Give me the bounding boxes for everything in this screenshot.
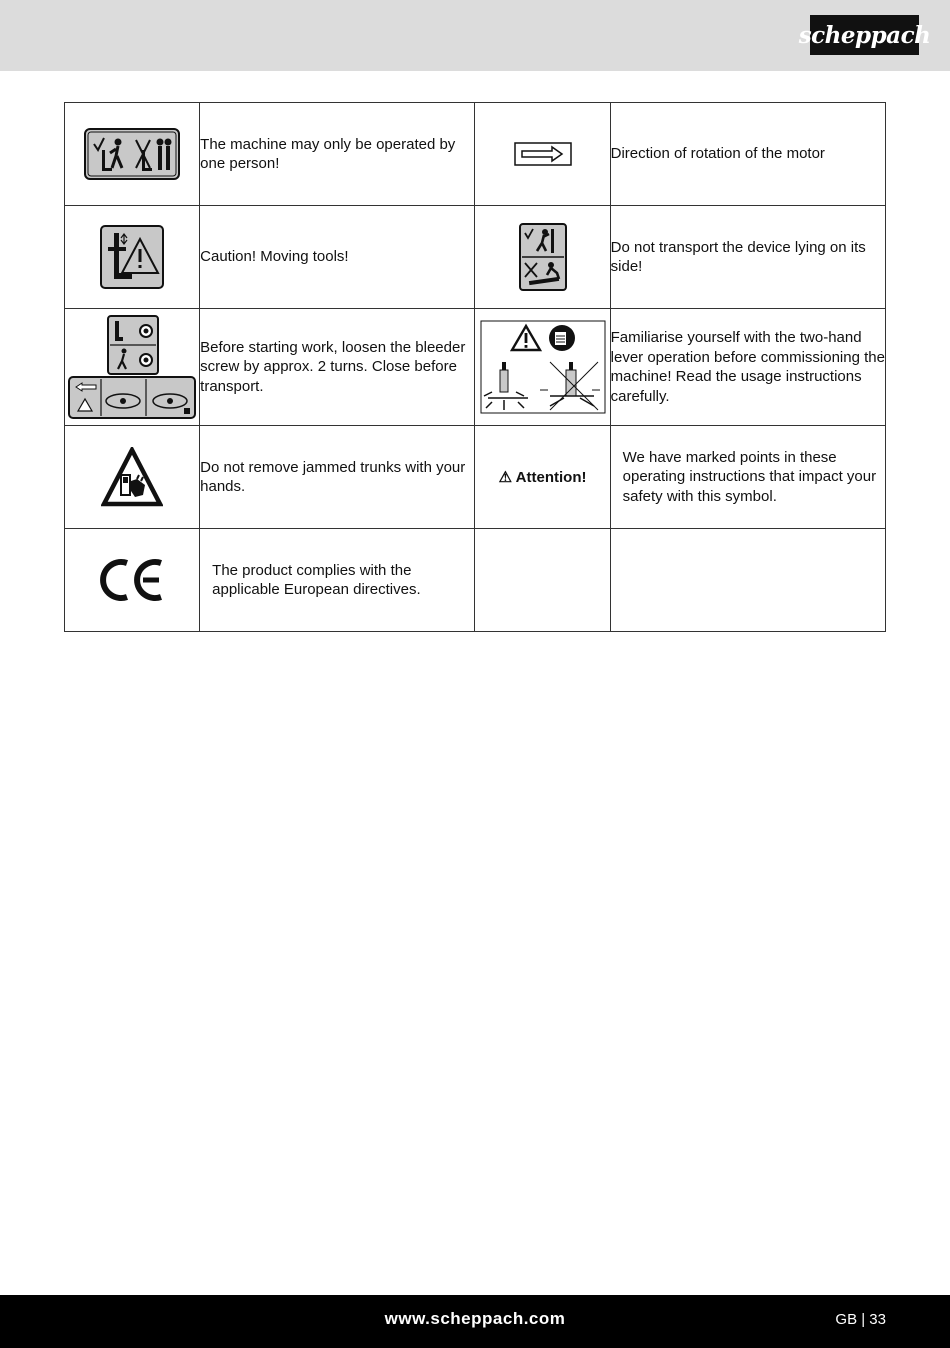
rotation-direction-arrow-icon — [514, 142, 572, 166]
table-row — [65, 529, 886, 632]
symbol-description: Before starting work, loosen the bleeder screw by approx. 2 turns. Close before transport. — [200, 309, 475, 426]
scheppach-logo: scheppach — [810, 15, 919, 55]
symbols-table — [64, 102, 886, 632]
symbol-cell — [475, 206, 610, 309]
symbol-cell — [475, 103, 610, 206]
symbol-cell — [475, 426, 610, 529]
jammed-trunk-hand-warning-icon — [101, 447, 163, 507]
symbol-description: We have marked points in these operating instructions that impact your safety with this symbol. — [610, 426, 885, 529]
symbol-cell — [475, 309, 610, 426]
symbol-cell — [65, 309, 200, 426]
symbol-description: Direction of rotation of the motor — [610, 103, 885, 206]
attention-label: ⚠ Attention! — [498, 468, 587, 486]
table-row — [65, 426, 886, 529]
two-hand-lever-icon — [480, 320, 606, 414]
empty-cell — [610, 529, 885, 632]
page-number: GB | 33 — [835, 1311, 886, 1328]
page-footer — [0, 1295, 950, 1348]
table-row — [65, 103, 886, 206]
bleeder-screw-icon — [68, 315, 196, 419]
one-person-operation-icon — [84, 128, 180, 180]
table-row — [65, 206, 886, 309]
symbol-cell — [65, 206, 200, 309]
symbol-description: The machine may only be operated by one person! — [200, 103, 475, 206]
symbol-description: Familiarise yourself with the two-hand lever operation before commissioning the machine! Read the usage instructions carefully. — [610, 309, 885, 426]
page-header — [0, 0, 950, 71]
symbol-description: Do not remove jammed trunks with your hands. — [200, 426, 475, 529]
website-link[interactable]: www.scheppach.com — [384, 1309, 566, 1328]
ce-mark-icon — [99, 557, 165, 603]
table-row — [65, 309, 886, 426]
symbol-cell — [65, 103, 200, 206]
symbol-description: Do not transport the device lying on its side! — [610, 206, 885, 309]
symbol-cell — [65, 529, 200, 632]
symbol-description: The product complies with the applicable European directives. — [200, 529, 475, 632]
no-transport-lying-icon — [519, 223, 567, 291]
symbol-description: Caution! Moving tools! — [200, 206, 475, 309]
moving-tools-warning-icon — [100, 225, 164, 289]
symbol-cell — [65, 426, 200, 529]
empty-cell — [475, 529, 610, 632]
